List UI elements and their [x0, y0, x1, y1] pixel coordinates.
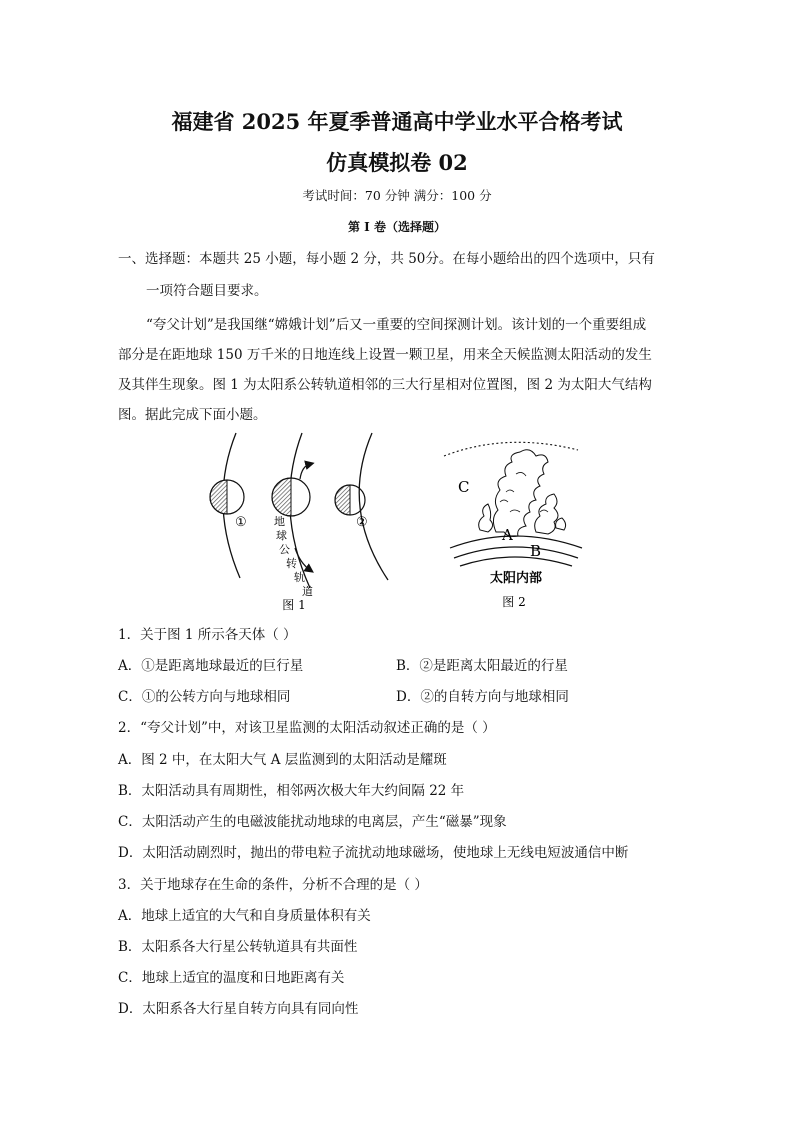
question-2-option-a[interactable]: A．图 2 中，在太阳大气 A 层监测到的太阳活动是耀斑 — [118, 752, 447, 768]
exam-title: 福建省 2025 年夏季普通高中学业水平合格考试 — [171, 109, 623, 134]
question-1-option-b[interactable]: B．②是距离太阳最近的行星 — [396, 658, 568, 674]
figure-2-caption: 图 2 — [502, 595, 526, 609]
passage-line-3: 及其伴生现象。图 1 为太阳系公转轨道相邻的三大行星相对位置图，图 2 为太阳大气结构 — [118, 377, 652, 393]
question-1-option-d[interactable]: D．②的自转方向与地球相同 — [396, 689, 569, 705]
svg-text:轨: 轨 — [294, 571, 305, 584]
layer-label-c: C — [458, 478, 470, 496]
section-heading: 第 I 卷（选择题） — [348, 220, 446, 234]
question-1-stem: 1．关于图 1 所示各天体（ ） — [118, 627, 297, 643]
question-3-stem: 3．关于地球存在生命的条件，分析不合理的是（ ） — [118, 877, 428, 893]
planet-1 — [210, 480, 244, 514]
instructions-line-1: 一、选择题：本题共 25 小题，每小题 2 分，共 50分。在每小题给出的四个选项中，只有 — [118, 251, 655, 267]
earth-orbit-label — [274, 514, 313, 598]
question-2-option-b[interactable]: B．太阳活动具有周期性，相邻两次极大年大约间隔 22 年 — [118, 783, 465, 799]
svg-text:球: 球 — [276, 529, 287, 542]
question-3-option-b[interactable]: B．太阳系各大行星公转轨道具有共面性 — [118, 939, 358, 955]
question-3-option-a[interactable]: A．地球上适宜的大气和自身质量体积有关 — [118, 908, 371, 924]
svg-text:公: 公 — [279, 543, 290, 556]
layer-label-a: A — [502, 526, 513, 544]
passage-line-1: “夸父计划”是我国继“嫦娥计划”后又一重要的空间探测计划。该计划的一个重要组成 — [146, 317, 647, 333]
question-2-option-c[interactable]: C．太阳活动产生的电磁波能扰动地球的电离层，产生“磁暴”现象 — [118, 814, 507, 830]
passage-line-4: 图。据此完成下面小题。 — [118, 407, 267, 423]
corona-boundary — [444, 442, 578, 456]
question-1-option-c[interactable]: C．①的公转方向与地球相同 — [118, 689, 291, 705]
svg-text:道: 道 — [302, 585, 313, 598]
planet-2 — [335, 485, 365, 515]
prominence-shapes — [479, 450, 566, 537]
figure-2-solar-atmosphere — [436, 432, 596, 612]
question-2-option-d[interactable]: D．太阳活动剧烈时，抛出的带电粒子流扰动地球磁场，使地球上无线电短波通信中断 — [118, 845, 629, 861]
svg-text:转: 转 — [286, 557, 297, 570]
passage-line-2: 部分是在距地球 150 万千米的日地连线上设置一颗卫星，用来全天候监测太阳活动的发生 — [118, 347, 652, 363]
planet-label-1: ① — [235, 515, 247, 530]
instructions-line-2: 一项符合题目要求。 — [146, 283, 268, 299]
question-2-stem: 2．“夸父计划”中，对该卫星监测的太阳活动叙述正确的是（ ） — [118, 720, 496, 736]
figure-1-planet-orbits — [190, 428, 400, 618]
figure-1-caption: 图 1 — [282, 598, 306, 612]
earth-rotation-arrow — [300, 464, 310, 479]
planet-label-2: ② — [356, 515, 368, 530]
exam-info: 考试时间：70 分钟 满分：100 分 — [302, 188, 492, 203]
exam-subtitle: 仿真模拟卷 02 — [326, 150, 468, 175]
solar-interior-arc — [460, 557, 572, 566]
question-3-option-c[interactable]: C．地球上适宜的温度和日地距离有关 — [118, 970, 345, 986]
layer-label-b: B — [530, 542, 542, 560]
svg-text:地: 地 — [274, 515, 285, 528]
layer-a-arc — [450, 536, 582, 548]
planet-earth — [272, 478, 310, 516]
question-3-option-d[interactable]: D．太阳系各大行星自转方向具有同向性 — [118, 1001, 359, 1017]
solar-interior-label: 太阳内部 — [489, 571, 543, 586]
question-1-option-a[interactable]: A．①是距离地球最近的巨行星 — [118, 658, 304, 674]
layer-b-arc — [454, 547, 578, 558]
